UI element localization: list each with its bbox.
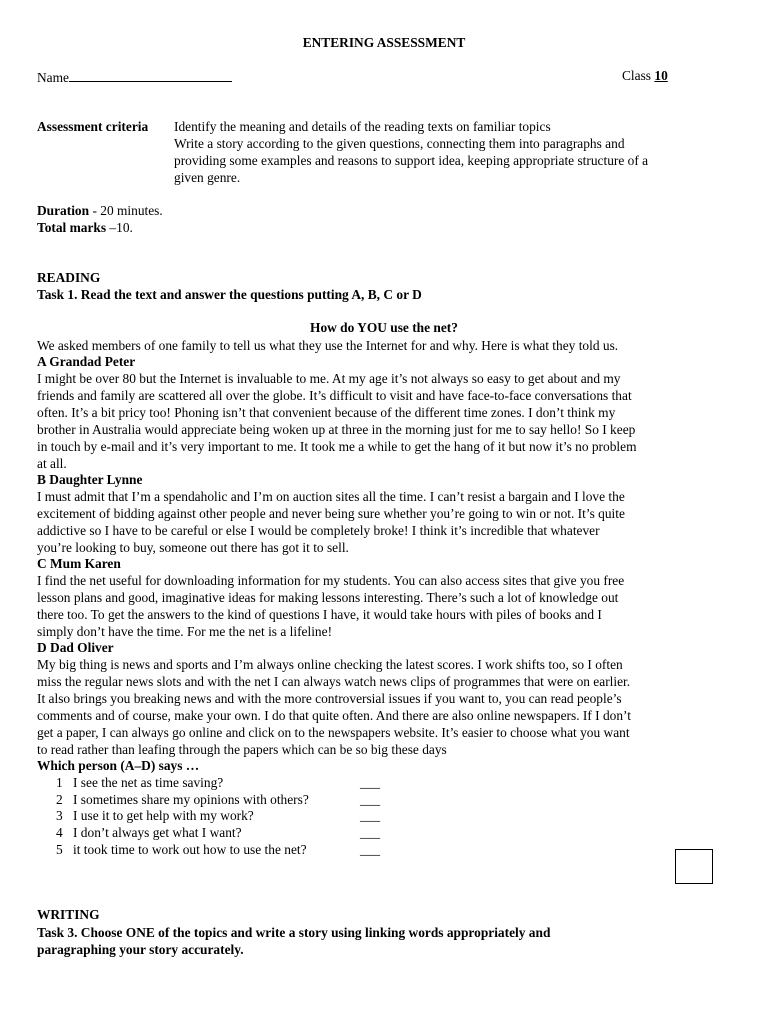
- writing-heading: WRITING: [37, 907, 100, 922]
- score-box[interactable]: [675, 849, 713, 884]
- question-item: [0, 792, 768, 809]
- question-item: [0, 842, 768, 859]
- writing-task-line: paragraphing your story accurately.: [37, 942, 244, 957]
- paragraph-line: miss the regular news slots and with the net I can always watch news clips of programmes that were on earlier.: [37, 674, 631, 689]
- paragraph-line: My big thing is news and sports and I’m always online checking the latest scores. I work shifts too, so I often: [37, 657, 623, 672]
- text-intro: We asked members of one family to tell us what they use the Internet for and why. Here is what they told us.: [37, 338, 619, 353]
- paragraph-line: I find the net useful for downloading information for my students. You can also access sites that give you free: [37, 573, 625, 588]
- duration: [37, 203, 744, 220]
- paragraph-line: often. It’s a bit pricy too! Phoning isn’t that convenient because of the different time zones. I don’t think my: [37, 405, 616, 420]
- paragraph-line: comments and of course, make your own. I do that quite often. And there are also online newspapers. If I don’t: [37, 708, 631, 723]
- questions-heading: Which person (A–D) says …: [37, 758, 200, 773]
- question-text: I see the net as time saving?: [73, 775, 224, 790]
- criteria-line: given genre.: [174, 170, 241, 185]
- class-label: Class: [622, 68, 655, 83]
- name-underline[interactable]: [69, 68, 232, 82]
- person-c-label: C Mum Karen: [37, 556, 121, 571]
- criteria-line: Identify the meaning and details of the reading texts on familiar topics: [174, 119, 551, 134]
- total-marks-value: –10.: [106, 220, 133, 235]
- answer-blank[interactable]: ___: [360, 792, 381, 807]
- question-number: 3: [56, 808, 63, 823]
- reading-task: Task 1. Read the text and answer the questions putting A, B, C or D: [37, 287, 422, 302]
- question-item: [0, 825, 768, 842]
- paragraph-line: you’re looking to buy, someone out there has got it to sell.: [37, 540, 349, 555]
- answer-blank[interactable]: ___: [360, 842, 381, 857]
- question-number: 1: [56, 775, 63, 790]
- paragraph-line: It also brings you breaking news and with the more controversial issues if you want to, you can read people’s: [37, 691, 622, 706]
- total-marks-label: Total marks: [37, 220, 107, 235]
- answer-blank[interactable]: ___: [360, 775, 381, 790]
- question-item: [0, 808, 768, 825]
- question-text: I use it to get help with my work?: [73, 808, 254, 823]
- question-text: I don’t always get what I want?: [73, 825, 242, 840]
- criteria-line: providing some examples and reasons to support idea, keeping appropriate structure of a: [174, 153, 649, 168]
- answer-blank[interactable]: ___: [360, 825, 381, 840]
- answer-blank[interactable]: ___: [360, 808, 381, 823]
- question-text: I sometimes share my opinions with others?: [73, 792, 309, 807]
- class-value: 10: [654, 68, 668, 83]
- name-label: Name: [37, 70, 69, 85]
- text-title: How do YOU use the net?: [310, 320, 458, 335]
- criteria-line: Write a story according to the given questions, connecting them into paragraphs and: [174, 136, 625, 151]
- name-field[interactable]: [37, 68, 232, 87]
- writing-task-line: Task 3. Choose ONE of the topics and write a story using linking words appropriately and: [37, 925, 551, 940]
- reading-heading: READING: [37, 270, 101, 285]
- paragraph-line: get a paper, I can always go online and click on to the newspapers website. It’s easier to choose what you want: [37, 725, 630, 740]
- total-marks: [37, 220, 744, 237]
- duration-value: - 20 minutes.: [89, 203, 163, 218]
- paragraph-line: I might be over 80 but the Internet is invaluable to me. At my age it’s not always so easy to get about and my: [37, 371, 621, 386]
- duration-label: Duration: [37, 203, 90, 218]
- criteria-label: Assessment criteria: [37, 119, 149, 134]
- person-b-label: B Daughter Lynne: [37, 472, 143, 487]
- question-number: 2: [56, 792, 63, 807]
- paragraph-line: in touch by e-mail and it’s very important to me. It took me a while to get the hang of it but now it’s no problem: [37, 439, 637, 454]
- paragraph-line: at all.: [37, 456, 67, 471]
- paragraph-line: friends and family are scattered all over the globe. It’s difficult to visit and have face-to-face conversations that: [37, 388, 632, 403]
- paragraph-line: simply don’t have the time. For me the net is a lifeline!: [37, 624, 333, 639]
- question-text: it took time to work out how to use the net?: [73, 842, 307, 857]
- class-field: [622, 68, 668, 85]
- page-title: ENTERING ASSESSMENT: [302, 35, 466, 50]
- paragraph-line: I must admit that I’m a spendaholic and I’m on auction sites all the time. I can’t resist a bargain and I love the: [37, 489, 625, 504]
- person-d-label: D Dad Oliver: [37, 640, 114, 655]
- paragraph-line: excitement of bidding against other people and never being sure whether you’re going to win or not. It’s quite: [37, 506, 625, 521]
- question-number: 4: [56, 825, 63, 840]
- paragraph-line: lesson plans and good, imaginative ideas for making lessons interesting. There’s such a lot of knowledge out: [37, 590, 619, 605]
- paragraph-line: addictive so I have to be careful or else I would be completely broke! I think it’s incredible that whatever: [37, 523, 600, 538]
- paragraph-line: there too. To get the answers to the kind of questions I have, it would take hours with piles of books and I: [37, 607, 602, 622]
- paragraph-line: to read rather than leafing through the papers which can be so big these days: [37, 742, 447, 757]
- person-a-label: A Grandad Peter: [37, 354, 136, 369]
- question-item: [0, 775, 768, 792]
- paragraph-line: brother in Australia would appreciate being woken up at three in the morning just for me to say hello! So I keep: [37, 422, 636, 437]
- question-number: 5: [56, 842, 63, 857]
